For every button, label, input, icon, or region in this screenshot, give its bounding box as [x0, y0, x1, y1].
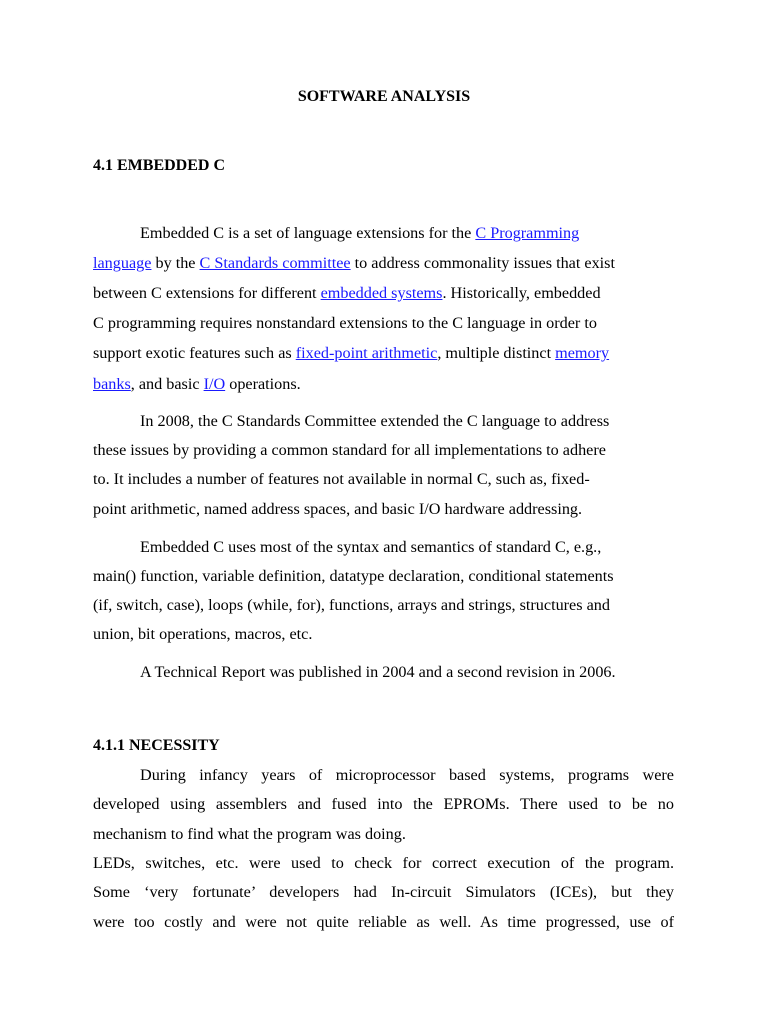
paragraph-line: main() function, variable definition, datatype declaration, conditional statements — [93, 567, 614, 585]
link-c-programming-language-cont[interactable]: language — [93, 254, 152, 272]
paragraph-line: developed using assemblers and fused into the EPROMs. There used to be no — [93, 795, 674, 813]
subsection-heading: 4.1.1 NECESSITY — [93, 737, 220, 754]
paragraph-line: Embedded C uses most of the syntax and semantics of standard C, e.g., — [140, 538, 602, 556]
link-c-programming-language[interactable]: C Programming — [475, 224, 580, 242]
link-memory-banks-cont[interactable]: banks — [93, 375, 131, 393]
paragraph-line: (if, switch, case), loops (while, for), functions, arrays and strings, structures and — [93, 596, 610, 614]
paragraph-line: banks, and basic I/O operations. — [93, 375, 301, 393]
link-fixed-point-arithmetic[interactable]: fixed-point arithmetic — [295, 344, 438, 362]
page-title: SOFTWARE ANALYSIS — [297, 88, 471, 105]
link-embedded-systems[interactable]: embedded systems — [320, 284, 443, 302]
paragraph-line: to. It includes a number of features not available in normal C, such as, fixed- — [93, 470, 590, 488]
paragraph-line: language by the C Standards committee to address commonality issues that exist — [93, 254, 615, 272]
section-heading: 4.1 EMBEDDED C — [93, 157, 226, 174]
paragraph-line: between C extensions for different embedded systems. Historically, embedded — [93, 284, 601, 302]
paragraph-line: In 2008, the C Standards Committee extended the C language to address — [140, 412, 610, 430]
link-io[interactable]: I/O — [203, 375, 226, 393]
paragraph-line: were too costly and were not quite reliable as well. As time progressed, use of — [93, 913, 674, 931]
paragraph-line: union, bit operations, macros, etc. — [93, 625, 313, 643]
paragraph-line: During infancy years of microprocessor based systems, programs were — [140, 766, 674, 784]
link-c-standards-committee[interactable]: C Standards committee — [199, 254, 351, 272]
paragraph-line: Some ‘very fortunate’ developers had In-circuit Simulators (ICEs), but they — [93, 883, 674, 901]
paragraph-line: C programming requires nonstandard extensions to the C language in order to — [93, 314, 597, 332]
paragraph-line: these issues by providing a common standard for all implementations to adhere — [93, 441, 606, 459]
paragraph-line: Embedded C is a set of language extensions for the C Programming — [140, 224, 580, 242]
paragraph-line: LEDs, switches, etc. were used to check for correct execution of the program. — [93, 854, 674, 872]
paragraph-line: support exotic features such as fixed-point arithmetic, multiple distinct memory — [93, 344, 610, 362]
paragraph-line: mechanism to find what the program was doing. — [93, 825, 406, 843]
link-memory-banks[interactable]: memory — [555, 344, 610, 362]
paragraph-line: A Technical Report was published in 2004 and a second revision in 2006. — [140, 663, 616, 681]
paragraph-line: point arithmetic, named address spaces, and basic I/O hardware addressing. — [93, 500, 583, 518]
